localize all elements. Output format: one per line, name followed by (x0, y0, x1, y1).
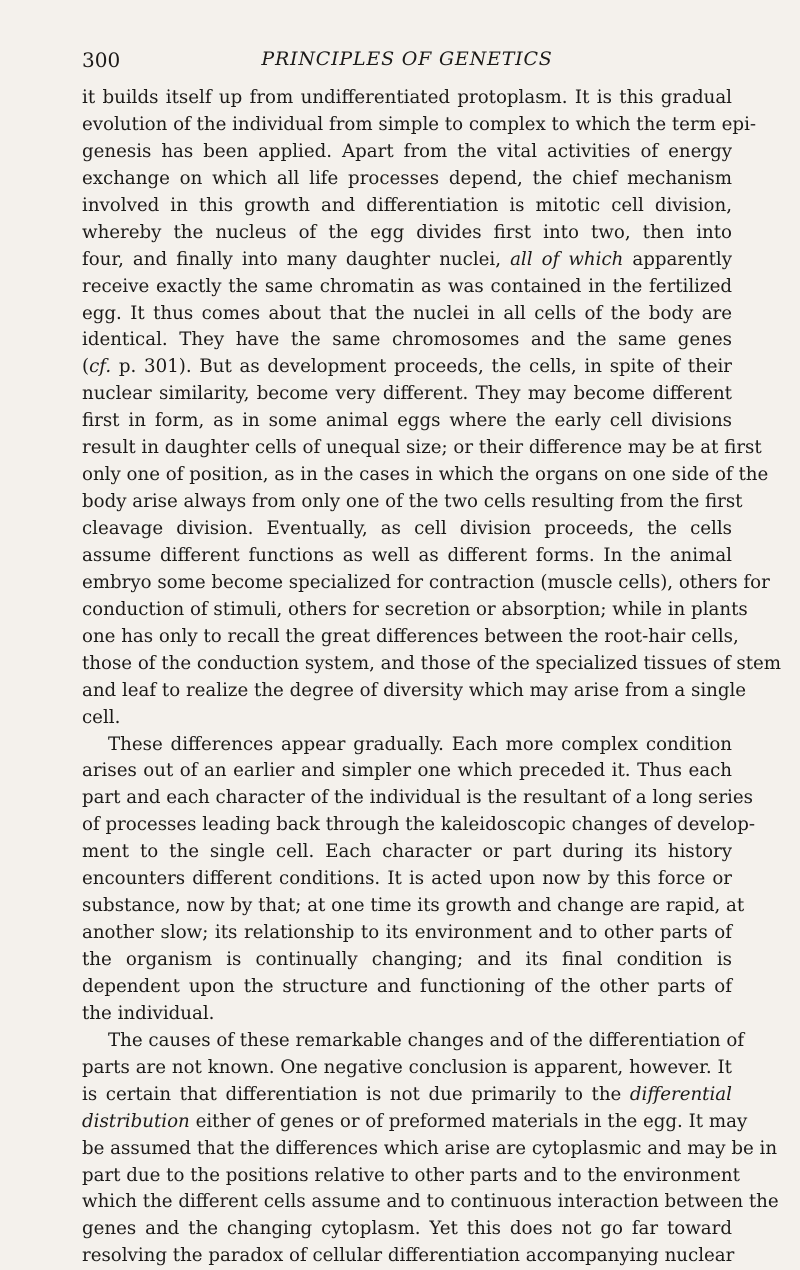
running-title: PRINCIPLES OF GENETICS (261, 48, 553, 70)
text-line: cleavage division. Eventually, as cell division proceeds, the cells (82, 518, 732, 539)
text-line: evolution of the individual from simple to complex to which the term epi- (82, 113, 757, 135)
text-line: of processes leading back through the kaleidoscopic changes of develop- (82, 814, 756, 836)
text-line: resolving the paradox of cellular differentiation accompanying nuclear (82, 1245, 735, 1267)
text-line: egg. It thus comes about that the nuclei in all cells of the body are (82, 302, 732, 324)
text-line: genesis has been applied. Apart from the vital activities of energy (82, 140, 732, 162)
text-line: the organism is continually changing; and its final condition is (82, 949, 732, 970)
text-line: ment to the single cell. Each character or part during its history (82, 841, 732, 863)
text-segment: p. 301). But as development proceeds, the cells, in spite of their (118, 356, 732, 378)
text-line: conduction of stimuli, others for secretion or absorption; while in plants (82, 598, 748, 620)
page-number: 300 (82, 48, 121, 72)
text-line: involved in this growth and differentiation is mitotic cell division, (82, 194, 732, 216)
text-line: substance, now by that; at one time its growth and change are rapid, at (82, 895, 745, 917)
text-line: cell. (82, 706, 121, 728)
text-line: it builds itself up from undifferentiated protoplasm. It is this gradual (82, 87, 732, 108)
text-line: be assumed that the differences which arise are cytoplasmic and may be in (82, 1137, 778, 1159)
text-line (82, 1082, 732, 1109)
text-segment: apparently (632, 248, 732, 270)
text-line: nuclear similarity, become very different. They may become different (82, 383, 732, 405)
italic-phrase: cf. (89, 356, 112, 378)
text-line: dependent upon the structure and functioning of the other parts of (82, 975, 732, 997)
italic-phrase: all of which (510, 248, 624, 270)
text-line: those of the conduction system, and those of the specialized tissues of stem (82, 652, 782, 674)
text-line: result in daughter cells of unequal size; or their difference may be at first (82, 437, 762, 459)
italic-phrase: distribution (82, 1110, 190, 1132)
paragraph-start-line: These differences appear gradually. Each more complex condition (108, 733, 732, 755)
text-line: only one of position, as in the cases in which the organs on one side of the (82, 464, 769, 486)
text-line: one has only to recall the great differences between the root-hair cells, (82, 625, 739, 647)
italic-phrase: differential (629, 1083, 732, 1105)
body-text (82, 85, 782, 1270)
text-line: receive exactly the same chromatin as was contained in the fertilized (82, 275, 732, 297)
text-segment: either of genes or of preformed materials in the egg. It may (195, 1110, 748, 1132)
text-line (82, 247, 732, 274)
text-line: exchange on which all life processes depend, the chief mechanism (82, 167, 732, 189)
text-segment: four, and finally into many daughter nuclei, (82, 248, 502, 270)
text-line: encounters different conditions. It is acted upon now by this force or (82, 868, 732, 890)
text-line: identical. They have the same chromosomes and the same genes (82, 329, 732, 351)
text-line: part due to the positions relative to other parts and to the environment (82, 1164, 740, 1186)
text-segment: ( (82, 356, 90, 378)
text-line: parts are not known. One negative conclusion is apparent, however. It (82, 1056, 732, 1078)
text-line: whereby the nucleus of the egg divides first into two, then into (82, 221, 732, 243)
text-line: which the different cells assume and to continuous interaction between the (82, 1191, 779, 1213)
text-line: and leaf to realize the degree of diversity which may arise from a single (82, 679, 747, 701)
text-line: embryo some become specialized for contraction (muscle cells), others for (82, 571, 770, 593)
text-line: genes and the changing cytoplasm. Yet this does not go far toward (82, 1218, 732, 1240)
running-head (82, 48, 732, 74)
text-line: another slow; its relationship to its environment and to other parts of (82, 922, 732, 944)
paragraph-start-line: The causes of these remarkable changes and of the differentiation of (108, 1029, 745, 1051)
text-segment: is certain that differentiation is not due primarily to the (82, 1083, 622, 1105)
text-line: assume different functions as well as different forms. In the animal (82, 544, 732, 566)
text-line: body arise always from only one of the two cells resulting from the first (82, 491, 743, 513)
text-line (82, 1109, 748, 1136)
text-line (82, 354, 732, 381)
text-line: the individual. (82, 1002, 215, 1024)
text-line: part and each character of the individual is the resultant of a long series (82, 787, 753, 809)
text-line: arises out of an earlier and simpler one which preceded it. Thus each (82, 760, 732, 782)
text-line: first in form, as in some animal eggs where the early cell divisions (82, 410, 732, 432)
